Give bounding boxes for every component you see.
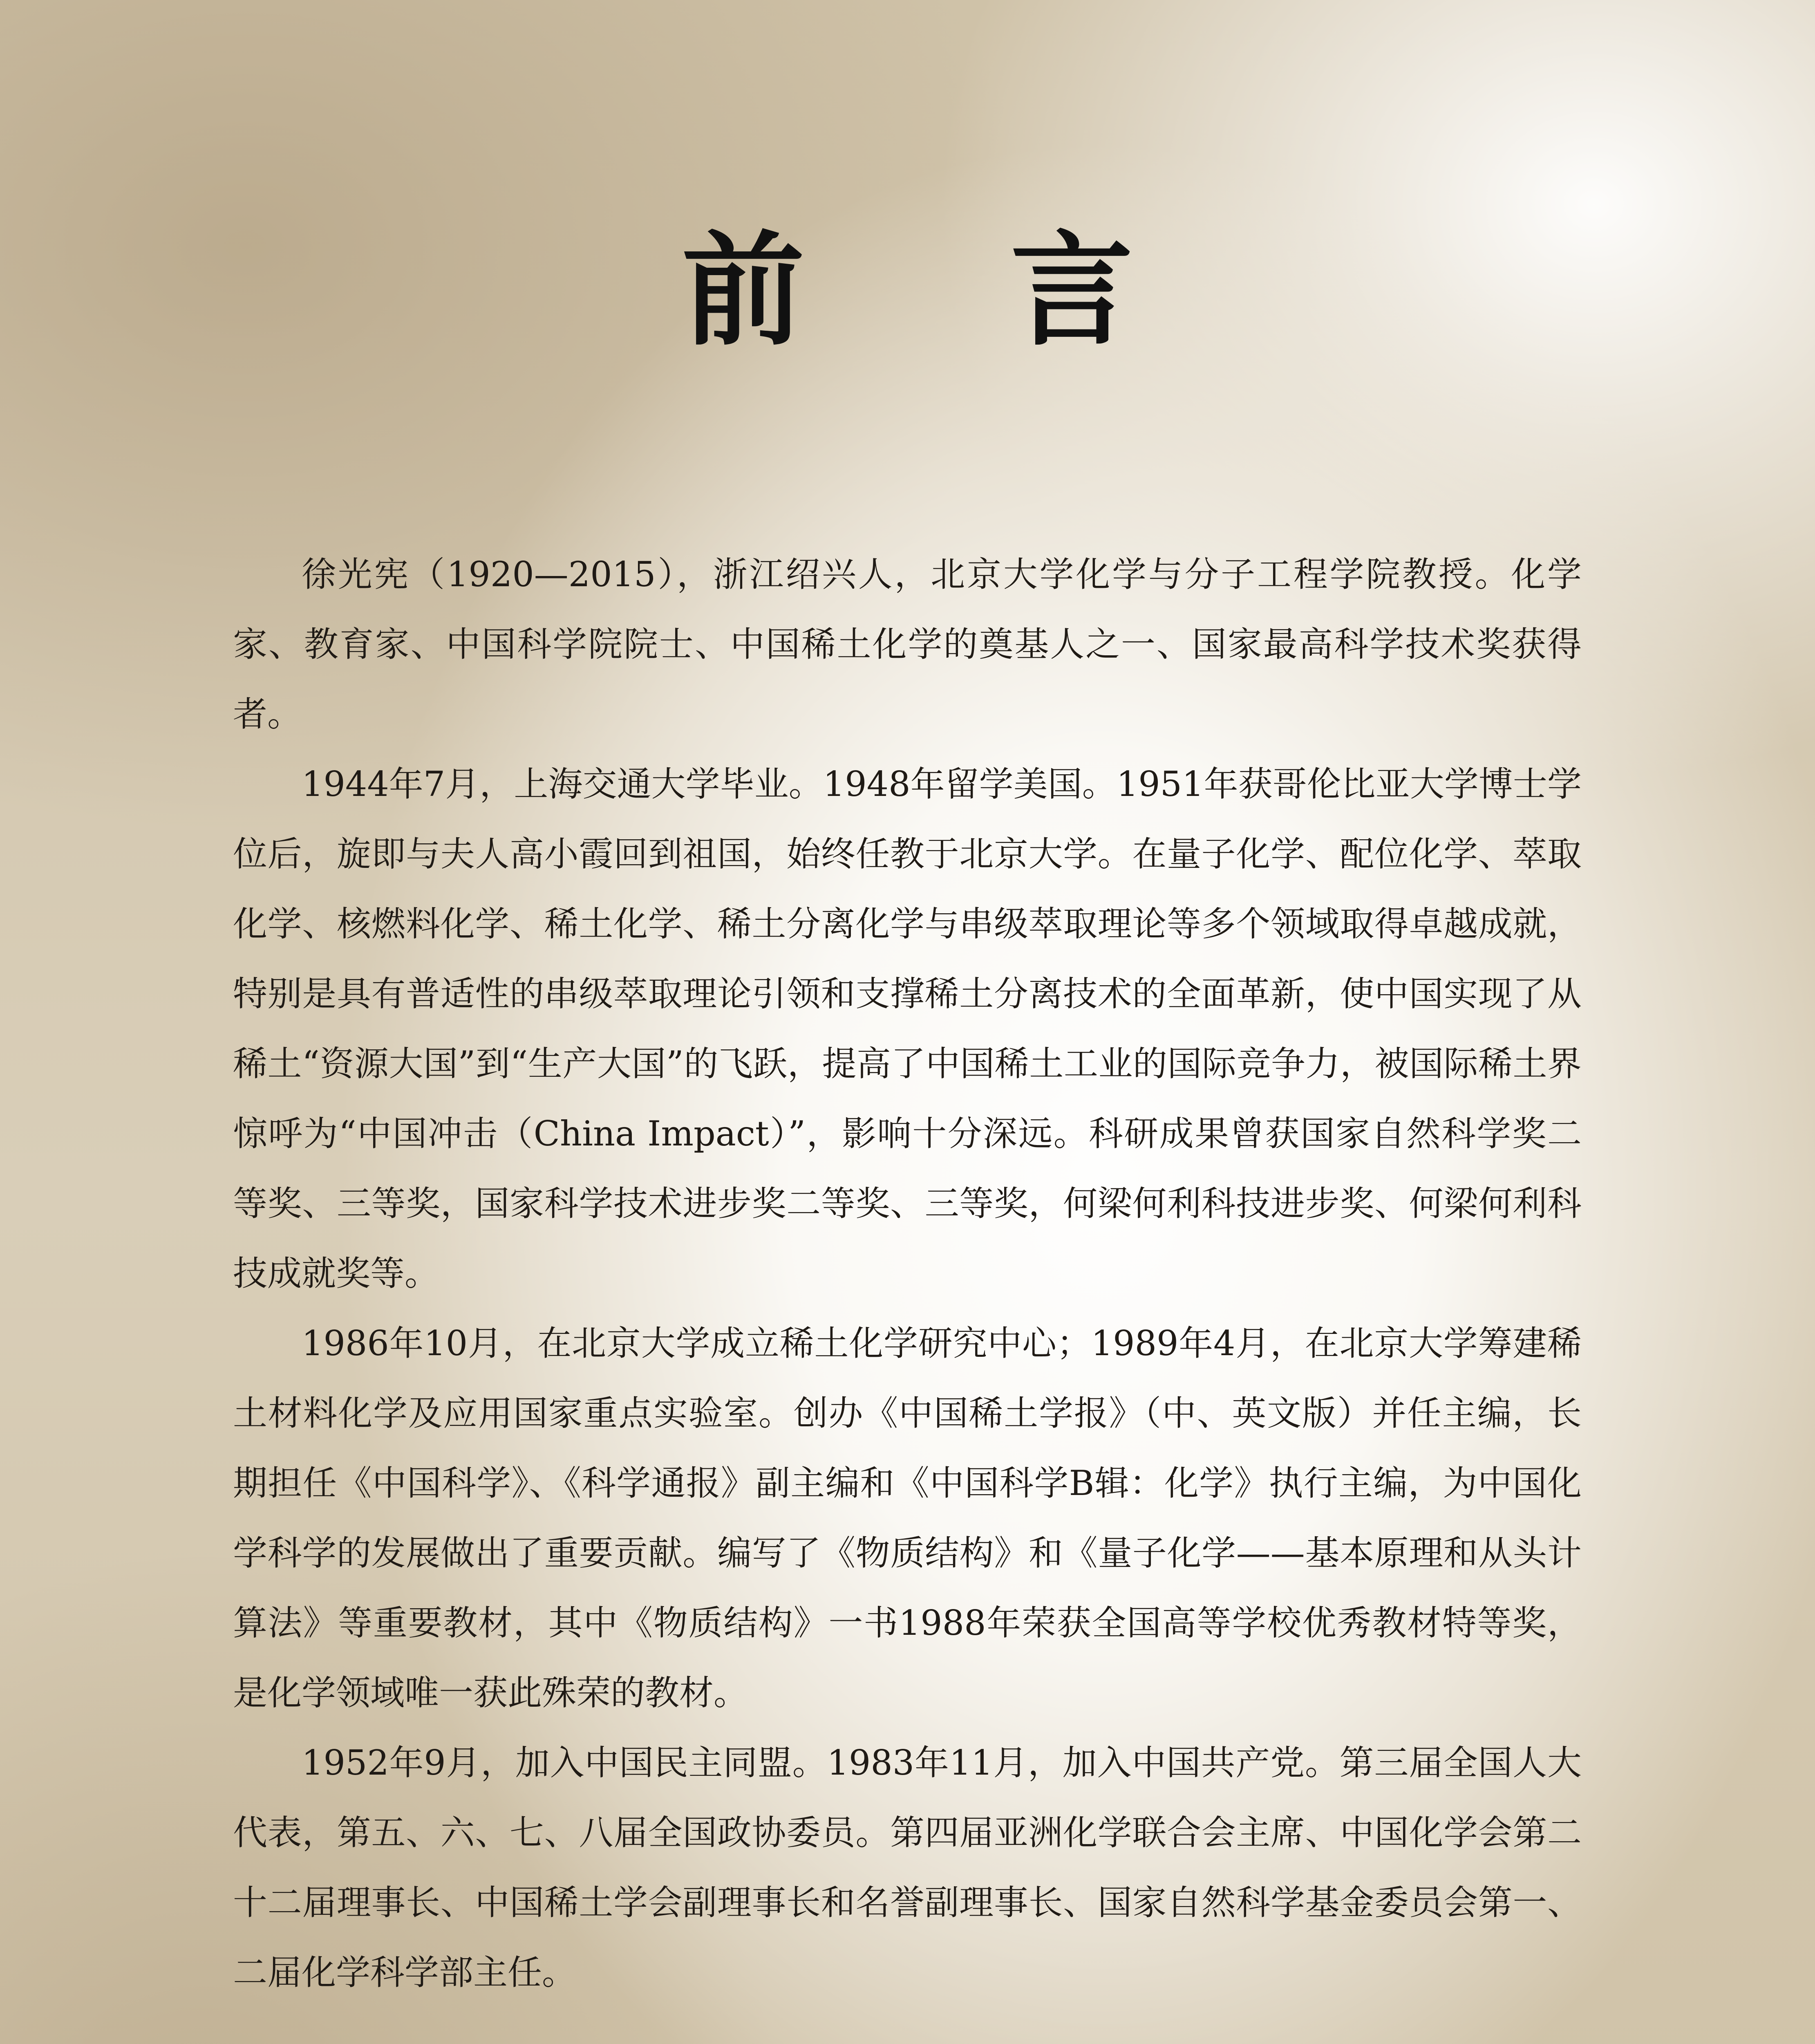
paragraph-1: 徐光宪（1920—2015），浙江绍兴人，北京大学化学与分子工程学院教授。化学家、教育家、中国科学院院士、中国稀土化学的奠基人之一、国家最高科学技术奖获得者。 — [233, 554, 1582, 734]
paragraph-3: 1986年10月，在北京大学成立稀土化学研究中心；1989年4月，在北京大学筹建稀土材料化学及应用国家重点实验室。创办《中国稀土学报》（中、英文版）并任主编，长期担任《中国科学》、《科学通报》副主编和《中国科学B辑：化学》执行主编，为中国化学科学的发展做出了重要贡献。编写了《物质结构》和《量子化学——基本原理和从头计算法》等重要教材，其中《物质结构》一书1988年荣获全国高等学校优秀教材特等奖，是化学领域唯一获此殊荣的教材。 — [233, 1323, 1582, 1713]
page-title: 前 言 — [682, 218, 1215, 362]
paragraph-4: 1952年9月，加入中国民主同盟。1983年11月，加入中国共产党。第三届全国人大代表，第五、六、七、八届全国政协委员。第四届亚洲化学联合会主席、中国化学会第二十二届理事长、中国稀土学会副理事长和名誉副理事长、国家自然科学基金委员会第一、二届化学科学部主任。 — [233, 1743, 1582, 1992]
paragraph-2: 1944年7月，上海交通大学毕业。1948年留学美国。1951年获哥伦比亚大学博士学位后，旋即与夫人高小霞回到祖国，始终任教于北京大学。在量子化学、配位化学、萃取化学、核燃料化学、稀土化学、稀土分离化学与串级萃取理论等多个领域取得卓越成就，特别是具有普适性的串级萃取理论引领和支撑稀土分离技术的全面革新，使中国实现了从稀土“资源大国”到“生产大国”的飞跃，提高了中国稀土工业的国际竞争力，被国际稀土界惊呼为“中国冲击（China Impact）”，影响十分深远。科研成果曾获国家自然科学奖二等奖、三等奖，国家科学技术进步奖二等奖、三等奖，何梁何利科技进步奖、何梁何利科技成就奖等。 — [233, 764, 1582, 1293]
preface-body — [233, 540, 1582, 2008]
